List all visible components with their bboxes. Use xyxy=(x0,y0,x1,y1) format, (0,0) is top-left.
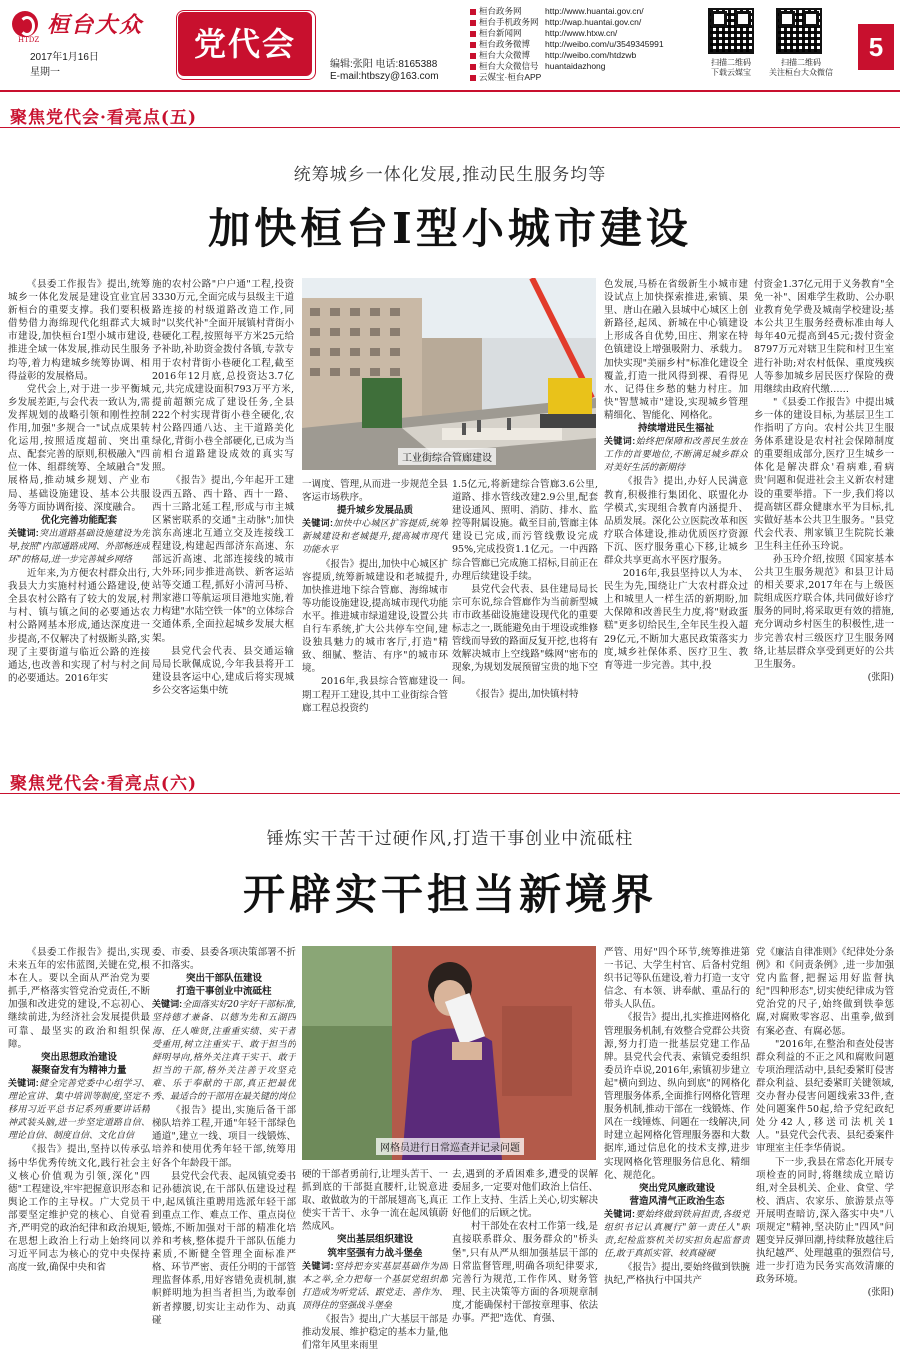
media-item[interactable]: 桓台新闻网 http://www.htxw.cn/ xyxy=(470,28,700,39)
keyword-summary xyxy=(604,435,748,475)
body-paragraph: 《报告》提出,要始终做到铁腕执纪,严格执行中国共产 xyxy=(604,1262,750,1287)
article-subheadline: 锤炼实干苦干过硬作风,打造干事创业中流砥柱 xyxy=(266,829,634,849)
logo-emblem-icon xyxy=(12,11,38,37)
author-byline: (张阳) xyxy=(867,671,894,683)
qr-caption: 扫描二维码 关注桓台大众微信 xyxy=(769,58,833,77)
body-paragraph: 县党代会代表、起凤镇党委书记孙德滨说,在干部队伍建设过程中,起凤镇注重聘用选派年轻干部到重点工作、难点工作、重点岗位锻炼,不断加强对干部的精准化培养和考核,整体提升干部队伍能力素质,不断健全管理全面标准严格、环节严密、责任分明的干部管理监督体系,用好容错免责机制,旗帜鲜明地为担当者担当,为敢奉创新者撑腰,切实让主动作为、动真碰 xyxy=(152,1170,296,1326)
body-paragraph: 县党代会代表、县交通运输局局长耿佩成说,今年我县将开工建设县客运中心,建成后将实现城乡公交客运集中统 xyxy=(152,645,294,696)
bullet-icon xyxy=(470,31,476,37)
article-photo[interactable] xyxy=(302,946,596,1160)
grid-inspector-photo-image xyxy=(302,946,596,1160)
article-column xyxy=(604,278,748,758)
page-number: 5 xyxy=(858,24,894,70)
keyword-label: 关键词: xyxy=(604,436,636,447)
article-photo[interactable] xyxy=(302,278,596,470)
body-paragraph: 《报告》提出,扎实推进网格化管理服务机制,有效整合党群公共资源,努力打造一批基层党建工作品牌。县党代会代表、索镇党委组织委员许卓说,2016年,索镇初步建立起"横向到边、纵向到底"的网格化管理服务体系,全面推行网格化管理服务机制,推动干部在一线锻炼、作风在一线锤炼、问题在一线解决,同时建立起网格化管理服务器和大数据库,通过信息化的技术支撑,进步实现网格化管理服务信息化、精细化、规范化。 xyxy=(604,1012,750,1181)
article-subheadline: 统筹城乡一体化发展,推动民生服务均等 xyxy=(293,165,607,185)
keyword-summary xyxy=(302,517,448,557)
author-byline: (张阳) xyxy=(867,1287,894,1299)
keyword-label: 关键词: xyxy=(152,999,183,1010)
qr-code-icon[interactable] xyxy=(708,8,754,54)
body-paragraph: 《报告》提出,今年起开工建设西五路、西十路、西十一路、西十三路北延工程,形成与市主城区紧密联系的交通"主动脉";加快滨东高速北互通立交及连接线工程建设,构建起西部济东高速、东部远沂高速、北部连接线的城市大外环;同步推进高铁、新客运站站等交通工程,抓好小清河马桥、荆家港口等航运项目港地实施,着力构建"水陆空铁一体"的立体综合交通体系,全面拉起城乡发展大框架。 xyxy=(152,475,294,644)
article-column xyxy=(604,946,750,1356)
keyword-text: 突出道路基础设施建设为先导,按照"内部通路成网、外部畅连成环"的格局,进一步完善城乡网络 xyxy=(8,528,150,565)
media-item[interactable]: 桓台大众微信号 huantaidazhong xyxy=(470,61,700,72)
subsection-heading: 突出思想政治建设 xyxy=(40,1051,117,1063)
body-paragraph: 1.5亿元,将新建综合管廊3.6公里,道路、排水管线改建2.9公里,配套建设通风、照明、消防、排水、监控等附属设施。截至目前,管廊主体建设已完成,而污管线敷设完成95%,完成投资1.1亿元。一中西路综合管廊已完成施工招标,目前正在办理后续建设手续。 xyxy=(452,479,598,582)
article-column xyxy=(302,1168,448,1356)
subsection-heading: 突出干部队伍建设 xyxy=(185,973,262,985)
keyword-text: 始终把保障和改善民生放在工作的首要地位,不断满足城乡群众对美好生活的新期待 xyxy=(604,437,748,474)
media-item[interactable]: 桓台大众微博 http://weibo.com/htdzwb xyxy=(470,50,700,61)
body-paragraph: 下一步,我县在常态化开展专项检查的同时,将继续成立暗访组,对全县机关、企业、食堂、学校、酒店、农家乐、旅游景点等开展明查暗访,深入落实中央"八项规定"精神,坚决防止"四风"问题变异反弹回潮,持续释放越往后执纪越严、处理越重的强烈信号,进一步打造为民务实高效清廉的政务环境。 xyxy=(756,1156,894,1286)
body-paragraph: 《报告》提出,坚持以传承弘扬中华优秀传统文化,践行社会主义核心价值观为引领,深化"四德"工程建设,牢牢把握意识形态和舆论工作的主导权。广大党员干部要坚定维护党的核心、自觉看齐,严明党的政治纪律和政治规矩,在思想上政治上行动上始终同以习近平同志为核心的党中央保持高度一致,确保中央和省 xyxy=(8,1144,150,1274)
body-paragraph: 一调度、管理,从而进一步规范全县客运市场秩序。 xyxy=(302,479,448,504)
body-paragraph: 《报告》提出,实施后备干部梯队培养工程,开通"年轻干部绿色通道",建立一线、项目一线锻炼、培养和使用优秀年轻干部,统筹用好各个年龄段干部。 xyxy=(152,1105,296,1169)
body-paragraph: 付资金1.37亿元用于义务教育"全免一补"、困难学生救助、公办职业教育免学费及城南学校建设;基本公共卫生服务经费标准由每人每年40元提高到45元;拨付资金8797万元对辖卫生院和村卫生室进行补助;对农村低保、重度残疾人等参加城乡居民医疗保险的费用继续由政府代缴…… xyxy=(754,279,894,395)
qr-code-icon[interactable] xyxy=(776,8,822,54)
masthead xyxy=(0,0,900,92)
keyword-label: 关键词: xyxy=(302,1260,334,1271)
keyword-summary xyxy=(8,527,150,567)
media-item[interactable]: 桓台政务微博 http://weibo.com/u/3549345991 xyxy=(470,39,700,50)
body-paragraph: 县党代会代表、县住建局局长宗可东说,综合管廊作为当前新型城市市政基础设施建设现代化的重要标志之一,既能避免由于埋设或维修管线而导致的路面反复开挖,也将有效解决城市上空线路"蛛网"密布的现象,为规划发展预留宝贵的地下空间。 xyxy=(452,583,598,687)
construction-photo-image xyxy=(302,278,596,470)
body-paragraph: 2016年,我县综合管廊建设一期工程开工建设,其中工业街综合管廊工程总投资约 xyxy=(302,676,448,714)
body-paragraph: 2016年,我县坚持以人为本、民生为先,围绕让广大农村群众过上和城里人一样生活的新期盼,加大保障和改善民生力度,将"财政蛋糕"更多切给民生,全年民生投入超29亿元,不断加大惠民政策落实力度,城乡社保体系、医疗卫生、教育等进一步完善。其中,投 xyxy=(604,568,748,671)
body-paragraph: 委、市委、县委各项决策部署不折不扣落实。 xyxy=(152,947,296,972)
subsection-heading: 突出党风廉政建设 xyxy=(638,1182,715,1194)
section-tab: 党代会 xyxy=(178,12,312,76)
subsection-heading: 优化完善功能配套 xyxy=(40,514,117,526)
body-paragraph: 村干部处在农村工作第一线,是直接联系群众、服务群众的"桥头堡",只有从严从细加强基层干部的日常监督管理,明确各项纪律要求,完善行为规范,工作作风、财务管理、民主决策等方面的各项规章制度,才能确保村干部按章理事、依法办事。严把"选优、育强、 xyxy=(452,1221,598,1325)
article-column xyxy=(152,278,294,758)
body-paragraph: 党代会上,对于进一步平衡城乡发展差距,与会代表一致认为,需发挥规划的战略引领和刚性控制作用,加强"多规合一"试点成果转化运用,按照适度超前、突出重点、配套完善的原则,积极融入"四位一体、组群统筹、全域融合"发展格局,推动城乡规划、产业布局、基础设施建设、基本公共服务等方面协调衔接、深度融合。 xyxy=(8,383,150,513)
body-paragraph: 《县委工作报告》提出,统筹城乡一体化发展是建设宜业宜居新桓台的重要支撑。我们要积极借势借力海绵现代化组群式大城市建设,加快桓台I型小城市建设,推进全域一体发展,推动民生服务均等,着力构建城乡统筹协调、相得益彰的发展格局。 xyxy=(8,279,150,382)
qr-caption: 扫描二维码 下载云媒宝 xyxy=(711,58,751,77)
body-paragraph: 硬的干部者勇前行,让埋头苦干、一抓到底的干部挺直腰杆,让锐意进取、敢做敢为的干部展翅高飞,真正使实干苦干、永争一流在起凤镇蔚然成风。 xyxy=(302,1169,448,1233)
bullet-icon xyxy=(470,42,476,48)
article-column xyxy=(452,478,598,758)
keyword-text: 要始终做到铁肩担责,各级党组织书记认真履行"第一责任人"职责,纪检监察机关切实担负起监督责任,敢于真抓实管、较真碰硬 xyxy=(604,1209,750,1260)
subsection-heading: 提升城乡发展品质 xyxy=(336,505,413,517)
body-paragraph: 严管、用好"四个环节,统筹推进第一书记、大学生村官、后备村党组织书记等队伍建设,着力打造一支守信念、有本领、讲奉献、重品行的带头人队伍。 xyxy=(604,947,750,1011)
logo-sub: HTDZ xyxy=(18,36,40,44)
keyword-text: 健全完善党委中心组学习、理论宣讲、集中培训等制度,坚定不移用习近平总书记系列重要讲话精神武装头脑,进一步坚定道路自信、理论自信、制度自信、文化自信 xyxy=(8,1078,150,1142)
article-column xyxy=(152,946,296,1356)
bullet-icon xyxy=(470,53,476,59)
body-paragraph: 党《廉洁自律准则》《纪律处分条例》和《问责条例》,进一步加强党内监督,把握运用好监督执纪"四种形态",切实使纪律成为管党治党的尺子,始终做到铁拳惩腐,对腐败零容忍、出重拳,做到有案必查、有腐必惩。 xyxy=(756,947,894,1037)
bullet-icon xyxy=(470,9,476,15)
media-item[interactable]: 桓台政务网 http://www.huantai.gov.cn/ xyxy=(470,6,700,17)
issue-date: 2017年1月16日 xyxy=(30,52,99,63)
article-column xyxy=(8,278,150,758)
keyword-label: 关键词: xyxy=(604,1208,635,1219)
body-paragraph: 《报告》提出,加快中心城区扩容提质,统筹新城建设和老城提升,加快推进地下综合管廊、海绵城市等功能设施建设,提高城市现代功能水平。推进城市绿道建设,设置公共自行车系统,扩大公共停车空间,建设独具魅力的城市客厅,打造"精致、细腻、整洁、有序"的城市环境。 xyxy=(302,558,448,675)
media-item[interactable]: 云媒宝·桓台APP xyxy=(470,72,700,83)
keyword-label: 关键词: xyxy=(8,527,39,538)
keyword-label: 关键词: xyxy=(302,518,333,529)
article-headline[interactable]: 开辟实干担当新境界 xyxy=(242,870,657,919)
keyword-summary xyxy=(604,1208,750,1261)
subsection-heading: 突出基层组织建设 xyxy=(336,1234,413,1246)
keyword-text: 全面落实好20字好干部标准,坚持德才兼备、以德为先和五湖四海、任人唯贤,注重重实绩、实干者受重用,树立注重实干、敢于担当的鲜明导向,格外关注真干实干、敢于担当的干部,格外关注善于攻坚克难、乐于奉献的干部,真正把最优秀、最适合的干部用在最关键的岗位 xyxy=(152,1000,296,1103)
keyword-summary xyxy=(152,998,296,1104)
subsection-heading: 持续增进民生福祉 xyxy=(637,423,714,435)
media-item[interactable]: 桓台手机政务网 http://wap.huantai.gov.cn/ xyxy=(470,17,700,28)
body-paragraph: 孙玉玲介绍,按照《国家基本公共卫生服务规范》和县卫计局的相关要求,2017年在与上级医院组成医疗联合体,共同做好诊疗服务的同时,将采取更有效的措施,充分调动乡村医生的积极性,进一步完善农村三级医疗卫生服务网络,让基层群众享受到更好的公共卫生服务。 xyxy=(754,553,894,670)
keyword-summary xyxy=(302,1260,448,1313)
body-paragraph: 《报告》提出,广大基层干部是推动发展、维护稳定的基本力量,他们常年风里来雨里 xyxy=(302,1314,448,1352)
section-heading: 聚焦党代会·看亮点(五) xyxy=(0,100,900,128)
body-paragraph: 近年来,为方便农村群众出行,我县大力实施村村通公路建设,使全县农村公路有了较大的发展,村与村、镇与镇之间的必要通达农村公路网基本形成,通达深度进一步提高,不仅解决了村级断头路,实现了主要街道与临近公路的连接通达,也改善和实现了村与村之间的必要通达。2016年实 xyxy=(8,568,150,684)
photo-caption: 网格员进行日常巡查并记录问题 xyxy=(376,1138,524,1155)
article-column xyxy=(8,946,150,1356)
subsection-heading: 凝聚奋发有为精神力量 xyxy=(31,1064,127,1076)
article-column xyxy=(302,478,448,758)
keyword-text: 坚持把夯实基层基础作为固本之举,全力把每一个基层党组织都打造成为听党话、跟党走、善作为、顶得住的坚强战斗堡垒 xyxy=(302,1261,448,1311)
keyword-label: 关键词: xyxy=(8,1077,39,1088)
article-column xyxy=(756,946,894,1356)
section-heading: 聚焦党代会·看亮点(六) xyxy=(0,766,900,794)
body-paragraph: "《县委工作报告》中提出城乡一体的建设目标,为基层卫生工作指明了方向。农村公共卫生服务体系建设是农村社会保障制度的重要组成部分,医疗卫生城乡一体化是解决群众'看病难,看病贵'问题和促进社会主义新农村建设的重要举措。下一步,我们将以提高辖区群众健康水平为目标,扎实做好基本公共卫生服务。"县党代会代表、荆家镇卫生院院长兼卫生科主任孙玉玲说。 xyxy=(754,396,894,552)
media-list xyxy=(470,6,700,83)
photo-caption: 工业街综合管廊建设 xyxy=(398,448,496,465)
newspaper-logo xyxy=(12,8,172,39)
article-headline[interactable]: 加快桓台I型小城市建设 xyxy=(208,204,692,253)
keyword-summary xyxy=(8,1077,150,1143)
body-paragraph: 《报告》提出,办好人民满意教育,积极推行集团化、联盟化办学模式,实现组合教育内涵提升、品质发展。深化公立医院改革和医疗联合体建设,推动优质医疗资源下沉、医疗服务重心下移,让城乡群众共享更高水平医疗服务。 xyxy=(604,476,748,566)
body-paragraph: 《报告》提出,加快镇村特 xyxy=(471,688,579,700)
body-paragraph: 去,遇到的矛盾困难多,遭受的误解委屈多,一定要对他们政治上信任、工作上支持、生活上关心,切实解决好他们的后顾之忧。 xyxy=(452,1169,598,1220)
keyword-text: 加快中心城区扩容提质,统筹新城建设和老城提升,提高城市现代功能水平 xyxy=(302,519,448,556)
body-paragraph: 施的农村公路"户户通"工程,投资3330万元,全面完成与县级主干道路连接的村级道路改造工作,同时"以奖代补"全面开展镇村背街小巷硬化工程,按照每平方米25元给予补助,补助资金拨付各镇,专款专用于农村背街小巷硬化工程,截至2016年12月底,总投资达3.7亿元,共完成建设面积793万平方米,提前超额完成了建设任务,全县222个村实现背街小巷全硬化,农村公路四通八达、主干道路美化绿化,背街小巷全部硬化,已成为当前相台道路建设成效的真实写照。 xyxy=(152,279,294,474)
editor-info: 编辑:张阳 电话:8165388 xyxy=(330,59,438,70)
article-column xyxy=(754,278,894,758)
editor-email: E-mail:htbszy@163.com xyxy=(330,71,439,82)
subsection-heading: 营造风清气正政治生态 xyxy=(629,1195,725,1207)
article-column xyxy=(452,1168,598,1356)
bullet-icon xyxy=(470,64,476,70)
bullet-icon xyxy=(470,20,476,26)
issue-weekday: 星期一 xyxy=(30,67,60,78)
logo-text: 桓台大众 xyxy=(47,12,144,38)
body-paragraph: 《县委工作报告》提出,实现未来五年的宏伟蓝图,关键在党,根本在人。要以全面从严治党为要抓手,严格落实管党治党责任,不断加强和改进党的建设,不忘初心、继续前进,为经济社会发展提供最可靠、最坚实的政治和组织保障。 xyxy=(8,947,150,1050)
bullet-icon xyxy=(470,75,476,81)
subsection-heading: 筑牢坚强有力战斗堡垒 xyxy=(327,1247,423,1259)
body-paragraph: "2016年,在整治和查处侵害群众利益的不正之风和腐败问题专项治理活动中,县纪委紧盯侵害群众利益、县纪委紧盯关键领域,交办督办侵害问题线索33件,查处问题案件50起,给予党纪政纪处分42人,移送司法机关1人。"县党代会代表、县纪委案件审理室主任李华倩说。 xyxy=(756,1038,894,1155)
subsection-heading: 打造干事创业中流砥柱 xyxy=(176,986,272,998)
body-paragraph: 色发展,马桥在省级新生小城市建设试点上加快探索推进,索镇、果里、唐山在融入县城中心城区上创新路径,起凤、新城在中心镇建设上形成各自优势,田庄、荆家在特色镇建设上增强吸附力、承载力。加快实现"美丽乡村"标准化建设全覆盖,打造一批风得到裸、看得见水、记得住乡愁的魅力村庄。加快"智慧城市"建设,实现城乡管理精细化、智能化、网格化。 xyxy=(604,279,748,421)
